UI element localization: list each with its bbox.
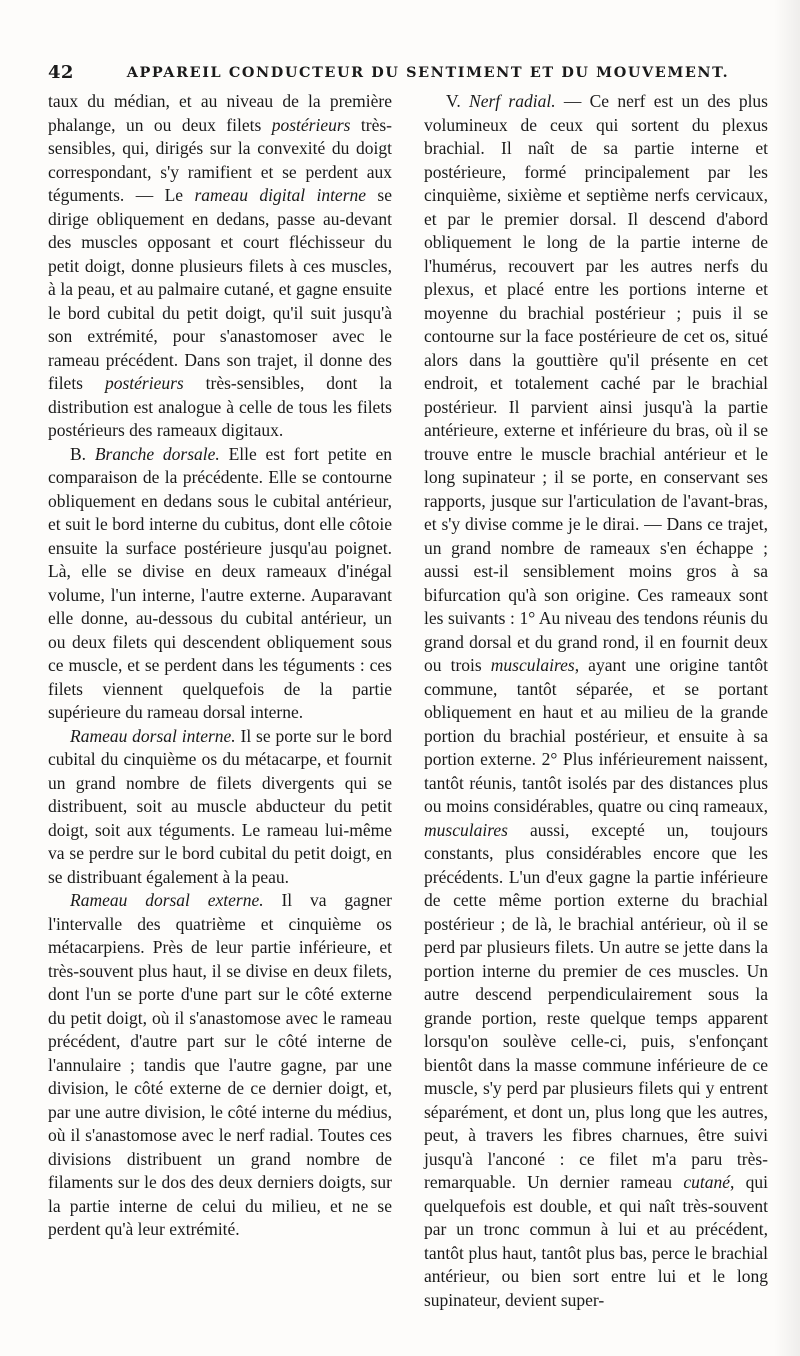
running-head: APPAREIL CONDUCTEUR DU SENTIMENT ET DU MOUVEMENT. (126, 64, 730, 81)
paragraph-branche-dorsale (48, 443, 392, 725)
page-edge-shadow (774, 0, 800, 1356)
paragraph-rameau-dorsal-interne (48, 725, 392, 890)
section-letter: V. (446, 91, 470, 111)
text-run: — Ce nerf est un des plus volumineux de ceux qui sortent du plexus brachial. Il naît de sa partie interne et postérieure, formé principalement par les cinquième, sixième et septième nerfs cervicaux, et par le premier dorsal. Il descend d'abord obliquement le long de la partie interne de l'humérus, recouvert par les autres nerfs du plexus, et placé entre les portions interne et moyenne du brachial postérieur ; puis il se contourne sur la face postérieure de cet os, situé alors dans la gouttière qu'il présente en cet endroit, et totalement caché par le brachial postérieur. Il parvient ainsi jusqu'à la partie antérieure, externe et inférieure du bras, où il se trouve entre le muscle brachial antérieur et le long supinateur ; il se porte, en conservant ses rapports, jusque sur l'articulation de l'avant-bras, et s'y divise comme je le dirai. — Dans ce trajet, un grand nombre de rameaux s'en échappe ; aussi est-il sensiblement moins gros à sa bifurcation qu'à son origine. Ces rameaux sont les suivants : 1° Au niveau des tendons réunis du grand dorsal et du grand rond, il en fournit deux ou trois (424, 91, 768, 675)
text-run: très-sensibles, qui, dirigés sur la convexité du doigt correspondant, s'y ramifient et se perdent aux téguments. — Le (48, 114, 392, 205)
text-run: Elle est fort petite en comparaison de la précédente. Elle se contourne obliquement en dedans sous le cubital antérieur, et suit le bord interne du cubitus, dont elle côtoie ensuite la surface postérieure jusqu'au poignet. Là, elle se divise en deux rameaux d'inégal volume, l'un interne, l'autre externe. Auparavant elle donne, au-dessous du cubital antérieur, un ou deux filets qui descendent obliquement sous ce muscle, et se perdent dans les téguments : ces filets viennent quelquefois de la partie supérieure du rameau dorsal interne. (48, 443, 392, 722)
italic-term: rameau digital interne (194, 185, 367, 205)
right-column (424, 90, 768, 1312)
text-run: très-sensibles, dont la distribution est analogue à celle de tous les filets postérieurs des rameaux digitaux. (48, 373, 392, 440)
text-run: se dirige obliquement en dedans, passe au-devant des muscles opposant et court fléchisseur du petit doigt, donne plusieurs filets à ces muscles, à la peau, et au palmaire cutané, et gagne ensuite le bord cubital du petit doigt, qu'il suit jusqu'à son extrémité, pour s'anastomoser avec le rameau précédent. Dans son trajet, il donne des filets (48, 185, 393, 393)
section-heading: Rameau dorsal interne. (70, 725, 236, 746)
left-column (48, 90, 392, 1242)
section-heading: Rameau dorsal externe. (70, 890, 264, 910)
paragraph-median-continuation (48, 90, 392, 443)
text-run: , qui quelquefois est double, et qui naît très-souvent par un tronc commun à lui et au précédent, tantôt plus haut, tantôt plus bas, perce le brachial antérieur, ou bien sort entre lui et le long supinateur, devient super- (424, 1172, 768, 1310)
italic-term: musculaires (490, 655, 575, 675)
text-run: Il va gagner l'intervalle des quatrième et cinquième os métacarpiens. Près de leur partie inférieure, et très-souvent plus haut, il se divise en deux filets, dont l'un se porte d'une part sur le côté externe du petit doigt, où il s'anastomose avec le rameau précédent, d'autre part sur le côté interne de l'annulaire ; tandis que l'autre gagne, par une division, le côté externe de ce dernier doigt, et, par une autre division, le côté interne du médius, où il s'anastomose avec le nerf radial. Toutes ces divisions distribuent un grand nombre de filaments sur le dos des deux derniers doigts, sur la partie interne de celui du milieu, et ne se perdent qu'à leur extrémité. (48, 890, 392, 1239)
text-run: taux du médian, et au niveau de la première phalange, un ou deux filets (48, 91, 392, 135)
text-run: aussi, excepté un, toujours constants, plus considérables encore que les précédents. L'un d'eux gagne la partie inférieure de cette même portion externe du brachial postérieur ; de là, le brachial antérieur, où il se perd par plusieurs filets. Un autre se jette dans la portion interne du premier de ces muscles. Un autre descend perpendiculairement sous la grande portion, reste quelque temps apparent lorsqu'on soulève celle-ci, puis, s'enfonçant bientôt dans la masse commune inférieure de ce muscle, s'y perd par plusieurs filets qui y entrent séparément, et dont un, plus long que les autres, peut, à travers les fibres charnues, être suivi jusqu'à l'anconé : ce filet m'a paru très-remarquable. Un dernier rameau (424, 819, 768, 1192)
italic-term: postérieurs (104, 373, 184, 393)
italic-term: cutané (683, 1172, 730, 1192)
italic-term: musculaires (424, 819, 508, 840)
page-header (48, 62, 768, 86)
page-number: 42 (48, 62, 74, 83)
paragraph-rameau-dorsal-externe (48, 889, 392, 1242)
text-run: Il se porte sur le bord cubital du cinquième os du métacarpe, et fournit un grand nombre de filets divergents qui se distribuent, soit au muscle abducteur du petit doigt, soit aux téguments. Le rameau lui-même va se perdre sur le bord cubital du petit doigt, en se distribuant également à la peau. (48, 725, 392, 887)
section-letter: B. (70, 443, 95, 464)
paragraph-nerf-radial (424, 90, 768, 1312)
italic-term: postérieurs (271, 114, 351, 135)
section-heading: Nerf radial. (469, 91, 556, 111)
text-run: , ayant une origine tantôt commune, tantôt séparée, et se portant obliquement en haut et au milieu de la grande portion du brachial postérieur, et ensuite à sa portion externe. 2° Plus inférieurement naissent, tantôt réunis, tantôt isolés par des distances plus ou moins considérables, quatre ou cinq rameaux, (424, 655, 768, 816)
section-heading: Branche dorsale. (94, 443, 220, 464)
